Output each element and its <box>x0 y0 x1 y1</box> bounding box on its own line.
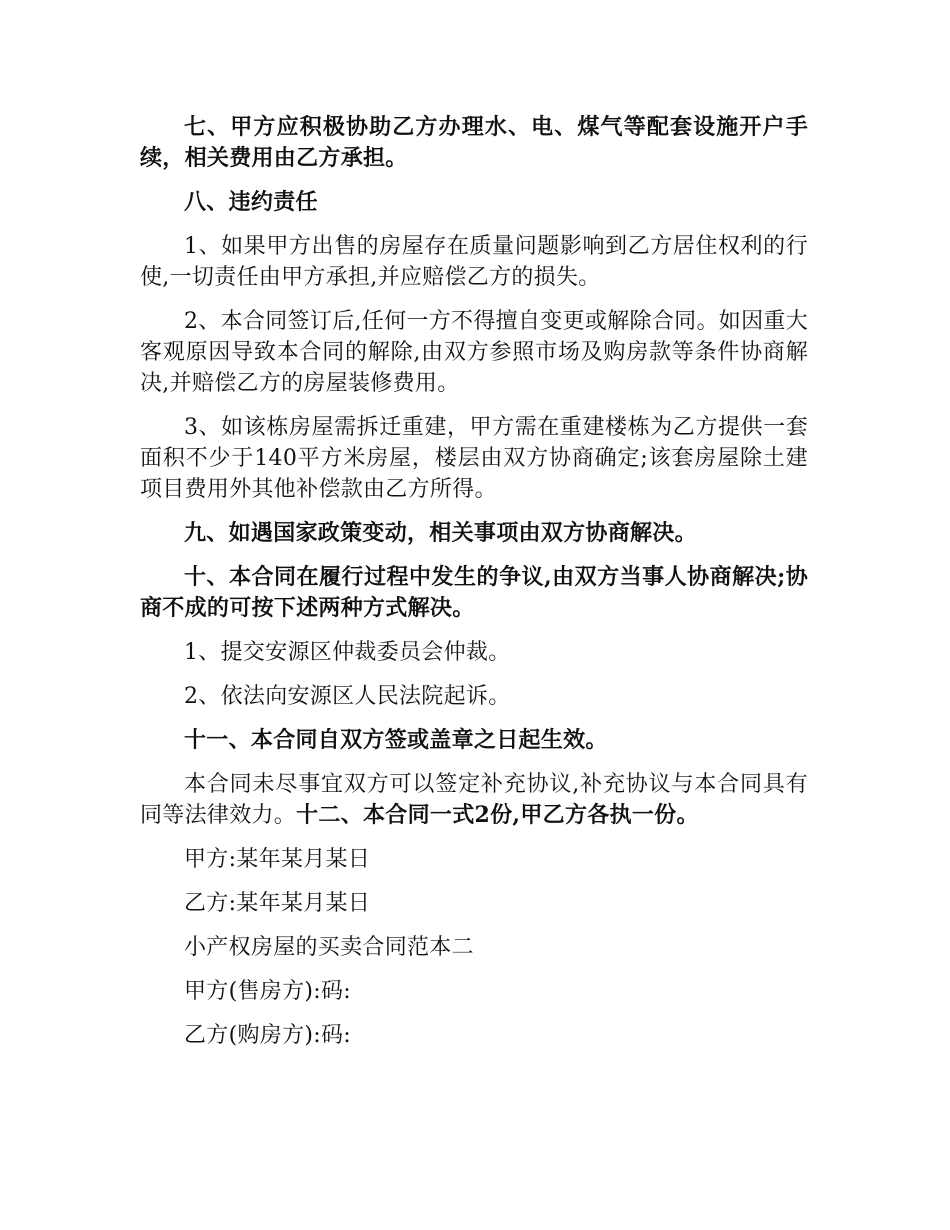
clause-10-item-1: 1、提交安源区仲裁委员会仲裁。 <box>184 640 511 665</box>
clause-8-item-1: 1、如果甲方出售的房屋存在质量问题影响到乙方居住权利的行使,一切责任由甲方承担,并应赔偿乙方的损失。 <box>140 234 808 290</box>
party-b-signature-date: 乙方:某年某月某日 <box>184 891 371 916</box>
party-b-buyer-line: 乙方(购房方):码: <box>184 1023 351 1048</box>
clause-8-heading: 八、违约责任 <box>184 189 318 215</box>
clause-12: 十二、本合同一式2份,甲乙方各执一份。 <box>296 802 699 828</box>
clause-10: 十、本合同在履行过程中发生的争议,由双方当事人协商解决;协商不成的可按下述两种方式解决。 <box>140 564 808 621</box>
clause-9: 九、如遇国家政策变动，相关事项由双方协商解决。 <box>184 520 697 546</box>
supplement-text: 本合同未尽事宜双方可以签定补充协议,补充协议与本合同具有同等法律效力。 <box>140 772 808 828</box>
clause-8-item-3: 3、如该栋房屋需拆迁重建，甲方需在重建楼栋为乙方提供一套面积不少于140平方米房屋，楼层由双方协商确定;该套房屋除土建项目费用外其他补偿款由乙方所得。 <box>140 415 808 502</box>
document-page <box>140 112 808 1064</box>
clause-7: 七、甲方应积极协助乙方办理水、电、煤气等配套设施开户手续，相关费用由乙方承担。 <box>140 114 808 171</box>
contract-template-title: 小产权房屋的买卖合同范本二 <box>184 935 474 960</box>
clause-11: 十一、本合同自双方签或盖章之日起生效。 <box>184 727 608 753</box>
clause-8-item-2: 2、本合同签订后,任何一方不得擅自变更或解除合同。如因重大客观原因导致本合同的解除,由双方参照市场及购房款等条件协商解决,并赔偿乙方的房屋装修费用。 <box>140 309 808 396</box>
supplement-paragraph <box>140 769 808 831</box>
party-a-signature-date: 甲方:某年某月某日 <box>184 847 371 872</box>
clause-10-item-2: 2、依法向安源区人民法院起诉。 <box>184 684 511 709</box>
party-a-seller-line: 甲方(售房方):码: <box>184 979 351 1004</box>
